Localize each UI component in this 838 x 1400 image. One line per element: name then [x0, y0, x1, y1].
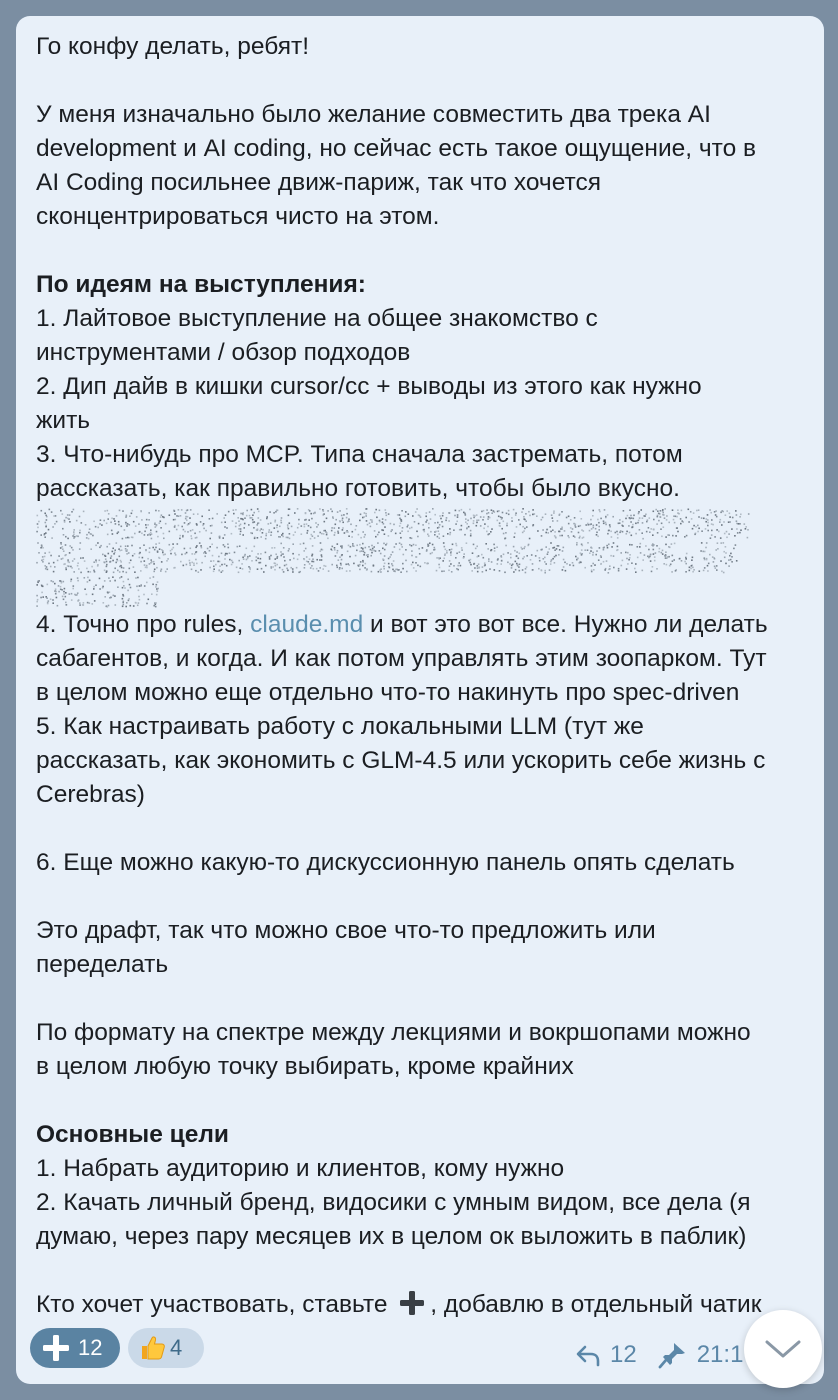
message-line: переделать — [36, 951, 169, 978]
message-line: в целом можно еще отдельно что-то накинуть про spec-driven — [36, 679, 740, 706]
thumbs-up-emoji — [138, 1334, 166, 1362]
message-line: У меня изначально было желание совместить два трека AI — [36, 101, 711, 128]
heavy-plus-icon — [398, 1291, 426, 1315]
message-line: 1. Лайтовое выступление на общее знакомство с — [36, 305, 598, 332]
ideas-heading: По идеям на выступления: — [36, 271, 366, 298]
message-line: 5. Как настраивать работу с локальными LLM (тут же — [36, 713, 644, 740]
message-line: 2. Дип дайв в кишки cursor/cc + выводы из этого как нужно — [36, 373, 702, 400]
claude-md-link[interactable]: claude.md — [250, 611, 364, 638]
message-line: рассказать, как экономить с GLM-4.5 или ускорить себе жизнь с — [36, 747, 766, 774]
goals-heading: Основные цели — [36, 1121, 229, 1148]
scroll-down-button[interactable] — [744, 1310, 822, 1388]
message-line: 3. Что-нибудь про MCP. Типа сначала застремать, потом — [36, 441, 683, 468]
message-line: Го конфу делать, ребят! — [36, 33, 310, 60]
message-line: 2. Качать личный бренд, видосики с умным видом, все дела (я — [36, 1189, 751, 1216]
message-line: инструментами / обзор подходов — [36, 339, 411, 366]
message-line: рассказать, как правильно готовить, чтобы было вкусно. — [36, 475, 680, 502]
message-line: Это драфт, так что можно свое что-то предложить или — [36, 917, 656, 944]
message-line: 6. Еще можно какую-то дискуссионную панель опять сделать — [36, 849, 735, 876]
message-line: 1. Набрать аудиторию и клиентов, кому нужно — [36, 1155, 565, 1182]
message-line: в целом любую точку выбирать, кроме крайних — [36, 1053, 574, 1080]
message-line: 4. Точно про rules, claude.md и вот это вот все. Нужно ли делать — [36, 611, 768, 638]
replies-count: 12 — [610, 1341, 637, 1368]
message-line: development и AI coding, но сейчас есть такое ощущение, что в — [36, 135, 757, 162]
spoiler-hidden-text[interactable] — [36, 506, 826, 608]
message-meta — [574, 1340, 743, 1370]
reaction-count: 12 — [78, 1335, 103, 1360]
message-line: сконцентрироваться чисто на этом. — [36, 203, 440, 230]
message-line: Кто хочет участвовать, ставьте , добавлю в отдельный чатик — [36, 1291, 762, 1318]
heavy-plus-icon — [42, 1334, 70, 1362]
reactions-bar — [30, 1328, 204, 1368]
message-line: AI Coding посильнее движ-париж, так что хочется — [36, 169, 601, 196]
pin-icon — [657, 1341, 687, 1369]
reaction-thumbs-up[interactable] — [128, 1328, 204, 1368]
message-text — [36, 30, 826, 1322]
reaction-plus[interactable] — [30, 1328, 120, 1368]
chevron-down-icon — [765, 1339, 801, 1359]
reply-arrow-icon[interactable] — [574, 1342, 602, 1368]
reaction-count: 4 — [170, 1335, 183, 1360]
message-line: думаю, через пару месяцев их в целом ок выложить в паблик) — [36, 1223, 747, 1250]
message-line: жить — [36, 407, 91, 434]
message-line: Cerebras) — [36, 781, 145, 808]
message-time: 21:1 — [696, 1341, 744, 1368]
spoiler-noise — [36, 506, 756, 608]
message-line: По формату на спектре между лекциями и вокршопами можно — [36, 1019, 751, 1046]
message-line: сабагентов, и когда. И как потом управлять этим зоопарком. Тут — [36, 645, 767, 672]
